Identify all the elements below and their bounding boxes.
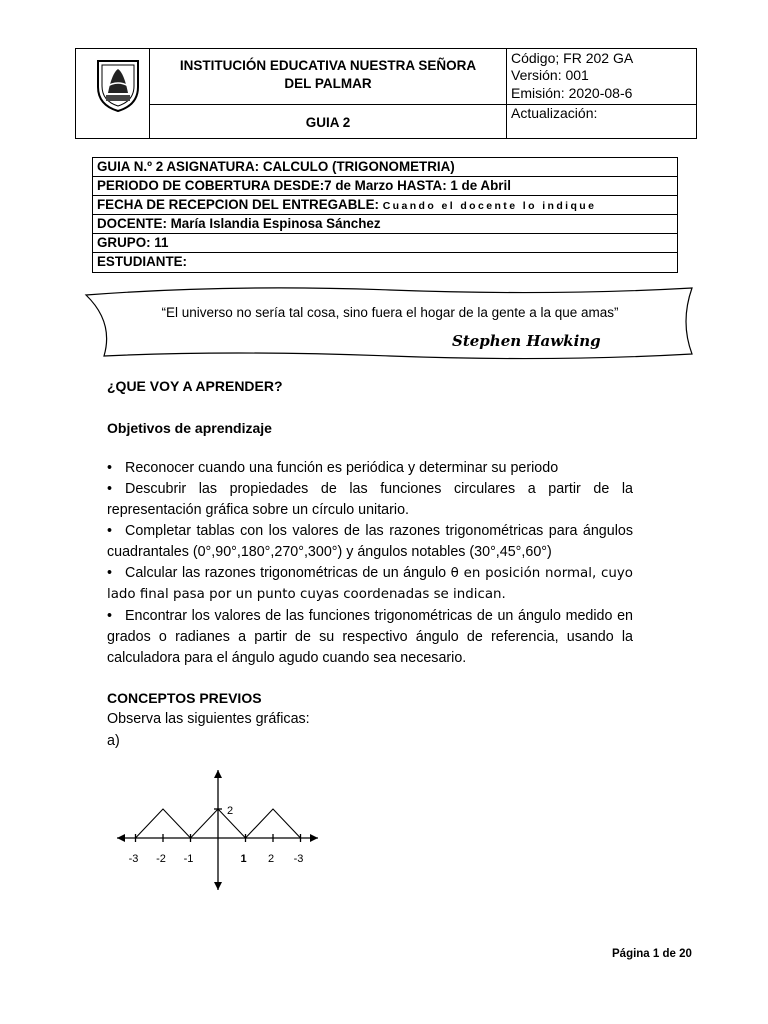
x-axis-arrow-icon bbox=[117, 834, 125, 842]
delivery-label: FECHA DE RECEPCION DEL ENTREGABLE: bbox=[97, 197, 379, 212]
bullet-icon: • bbox=[107, 460, 113, 476]
doc-update: Actualización: bbox=[511, 105, 598, 121]
delivery-value: Cuando el docente lo indique bbox=[382, 200, 597, 212]
y-axis-arrow-icon bbox=[214, 882, 222, 890]
objective-text: Encontrar los valores de las funciones trigonométricas de un ángulo medido en grados o radianes a partir de su respectivo ángulo de referencia, usando la calculadora para el ángulo agudo cuando sea necesario. bbox=[107, 608, 633, 667]
x-tick-label: 1 bbox=[240, 853, 247, 865]
info-row-guide-subject: GUIA N.º 2 ASIGNATURA: CALCULO (TRIGONOMETRIA) bbox=[93, 158, 677, 177]
x-tick-label: -2 bbox=[156, 853, 166, 865]
objective-text: Completar tablas con los valores de las razones trigonométricas para ángulos cuadrantales (0°,90°,180°,270°,300°) y ángulos notables (30°,45°,60°) bbox=[107, 522, 633, 560]
x-tick-label: -3 bbox=[128, 853, 139, 865]
graph-layer bbox=[117, 770, 318, 890]
doc-version: Versión: 001 bbox=[511, 67, 589, 83]
x-tick-label: -1 bbox=[183, 853, 194, 865]
objective-text: Reconocer cuando una función es periódica y determinar su periodo bbox=[125, 460, 559, 476]
doc-emission: Emisión: 2020-08-6 bbox=[511, 85, 633, 101]
bullet-icon: • bbox=[107, 608, 113, 625]
y-tick-label: 2 bbox=[227, 805, 234, 817]
x-axis-arrow-icon bbox=[310, 834, 318, 842]
bullet-icon: • bbox=[107, 480, 113, 497]
graphs-instruction: Observa las siguientes gráficas: bbox=[107, 711, 310, 727]
graph-item-label: a) bbox=[107, 733, 120, 749]
bullet-icon: • bbox=[107, 564, 113, 581]
x-tick-label: 2 bbox=[267, 853, 275, 865]
previous-concepts-heading: CONCEPTOS PREVIOS bbox=[107, 690, 262, 706]
objective-text: Descubrir las propiedades de las funciones circulares a partir de la representación gráfica sobre un círculo unitario. bbox=[107, 480, 633, 518]
bullet-icon: • bbox=[107, 522, 113, 539]
y-axis-arrow-icon bbox=[214, 770, 222, 778]
quote-text: “El universo no sería tal cosa, sino fuera el hogar de la gente a la que amas” bbox=[161, 305, 619, 320]
info-row-period: PERIODO DE COBERTURA DESDE:7 de Marzo HASTA: 1 de Abril bbox=[93, 177, 677, 196]
institution-name-line: INSTITUCIÓN EDUCATIVA NUESTRA SEÑORA bbox=[179, 58, 477, 73]
info-row-group: GRUPO: 11 bbox=[93, 234, 677, 253]
info-row-teacher: DOCENTE: María Islandia Espinosa Sánchez bbox=[93, 215, 677, 234]
info-row-student: ESTUDIANTE: bbox=[97, 254, 188, 269]
institution-name-line: DEL PALMAR bbox=[284, 76, 372, 91]
guide-title: GUIA 2 bbox=[305, 115, 351, 130]
quote-author-signature: Stephen Hawking bbox=[452, 332, 601, 350]
objectives-heading: Objetivos de aprendizaje bbox=[107, 420, 272, 436]
doc-code: Código; FR 202 GA bbox=[511, 50, 634, 66]
page-number: Página 1 de 20 bbox=[612, 948, 692, 960]
x-tick-label: -3 bbox=[293, 853, 304, 865]
learn-heading: ¿QUE VOY A APRENDER? bbox=[107, 378, 283, 394]
objective-text: θ en posición normal, cuyo lado final pasa por un punto cuyas coordenadas se indican. bbox=[107, 565, 633, 603]
objective-text: Calcular las razones trigonométricas de un ángulo bbox=[125, 564, 447, 581]
